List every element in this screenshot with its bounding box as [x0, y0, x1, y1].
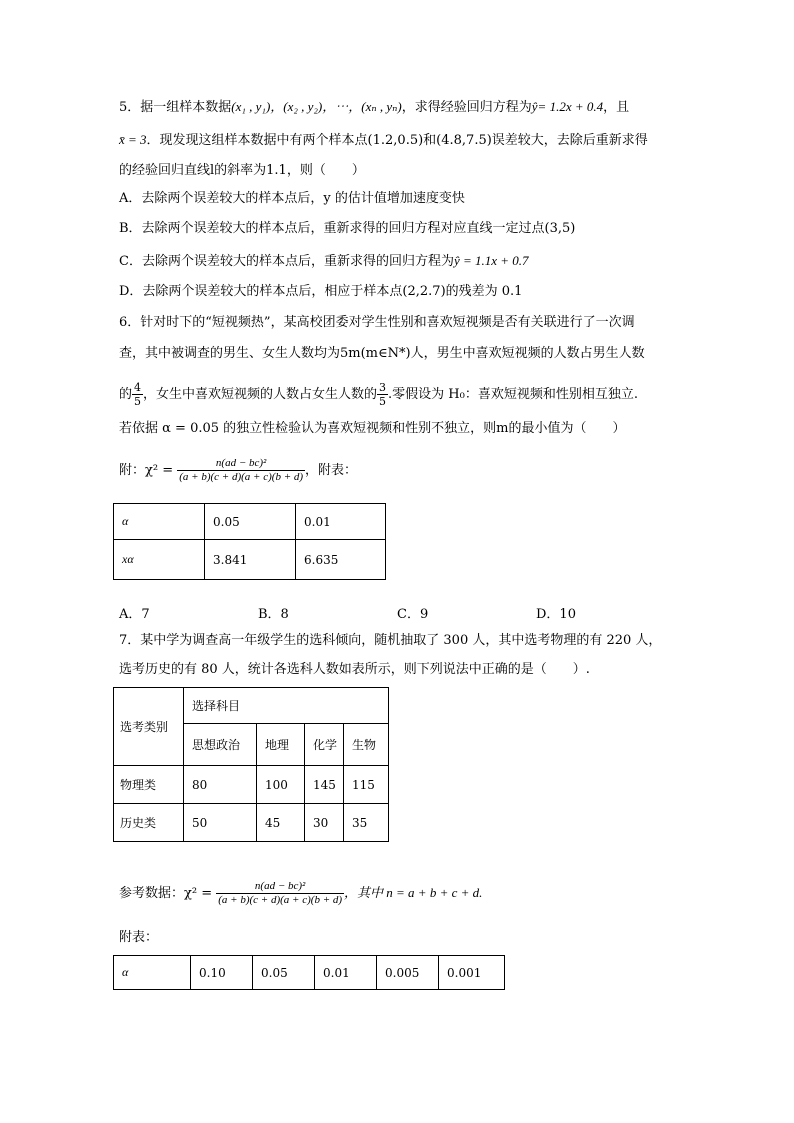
- q7-alpha-cell: 0.001: [439, 956, 505, 990]
- q6-table-cell: 0.01: [296, 504, 386, 540]
- q6-frac1-den: 5: [134, 395, 142, 408]
- q6-formula: [119, 453, 357, 489]
- q7-alpha-table: [113, 955, 505, 990]
- q7-table-group-header: 选择科目: [184, 688, 389, 724]
- q6-frac2-num: 3: [379, 381, 387, 394]
- q6-table-cell: xα: [114, 540, 205, 580]
- q6-line4: 若依据 α = 0.05 的独立性检验认为喜欢短视频和性别不独立，则m的最小值为（ ）: [119, 421, 626, 436]
- q7-table-cell: 145: [305, 766, 344, 804]
- q7-line2: 选考历史的有 80 人，统计各选科人数如表所示，则下列说法中正确的是（ ）.: [119, 662, 590, 677]
- q5-regression-eq: = 1.2x + 0.4: [537, 99, 604, 114]
- q6-table-cell: α: [114, 504, 205, 540]
- q7-reference: [119, 875, 482, 912]
- q6-frac1-num: 4: [134, 381, 142, 394]
- q6-critical-table: [113, 503, 386, 580]
- q6-line3-start: 的: [119, 387, 133, 402]
- q6-table-cell: 0.05: [205, 504, 296, 540]
- q5-option-c: [119, 252, 529, 271]
- q7-subject-header: 地理: [257, 724, 305, 766]
- q6-line3-mid: ，女生中喜欢短视频的人数占女生人数的: [143, 387, 378, 402]
- q7-subject-table: [113, 687, 389, 842]
- q5-option-d: D．去除两个误差较大的样本点后，相应于样本点(2,2.7)的残差为 0.1: [119, 284, 523, 299]
- q6-option-c: C．9: [397, 607, 429, 622]
- q7-table-corner: 选考类别: [114, 688, 184, 766]
- q7-ref-fraction: [216, 880, 344, 907]
- q5-line1: [119, 98, 629, 117]
- q5-line3: 的经验回归直线l的斜率为1.1，则（ ）: [119, 163, 365, 178]
- q5-stem-mid: ，求得经验回归方程为: [401, 100, 532, 115]
- q7-subject-header: 思想政治: [184, 724, 257, 766]
- q7-table-cell: 100: [257, 766, 305, 804]
- q5-line2: [119, 131, 648, 150]
- q7-table-cell: 115: [344, 766, 389, 804]
- q7-row-label: 物理类: [114, 766, 184, 804]
- q6-line3-end: .零假设为 H₀：喜欢短视频和性别相互独立.: [388, 387, 638, 402]
- q6-option-b: B．8: [258, 607, 289, 622]
- q7-alpha-cell: 0.10: [191, 956, 253, 990]
- q7-table-cell: 80: [184, 766, 257, 804]
- q5-option-c-text: C．去除两个误差较大的样本点后，重新求得的回归方程为: [119, 254, 454, 269]
- q5-option-c-eq: ŷ = 1.1x + 0.7: [453, 253, 529, 268]
- q5-xbar: x̄ = 3: [119, 132, 147, 147]
- q7-table-cell: 45: [257, 804, 305, 842]
- q7-table-cell: 30: [305, 804, 344, 842]
- q5-stem-end: ，且: [603, 100, 630, 115]
- q7-table-cell: 50: [184, 804, 257, 842]
- q5-line2-text: ．现发现这组样本数据中有两个样本点(1.2,0.5)和(4.8,7.5)误差较大，去除后重新求得: [146, 133, 648, 148]
- q6-formula-den: (a + b)(c + d)(a + c)(b + d): [179, 471, 304, 483]
- q7-ref-prefix: 参考数据：χ² =: [119, 886, 213, 901]
- q6-formula-prefix: 附：χ² =: [119, 463, 174, 478]
- q6-option-d: D．10: [536, 607, 576, 622]
- q7-row-label: 历史类: [114, 804, 184, 842]
- q6-line3: [119, 380, 638, 410]
- q6-frac2-den: 5: [379, 395, 387, 408]
- q7-subject-header: 化学: [305, 724, 344, 766]
- q7-appendix-label: 附表：: [119, 930, 159, 945]
- q6-fraction-female: [377, 381, 388, 408]
- q7-ref-den: (a + b)(c + d)(a + c)(b + d): [218, 894, 343, 906]
- q6-option-a: A．7: [119, 607, 150, 622]
- q6-formula-num: n(ad − bc)²: [177, 457, 305, 471]
- q5-yhat: ŷ: [531, 99, 538, 114]
- q7-subject-header: 生物: [344, 724, 389, 766]
- q7-alpha-cell: 0.05: [253, 956, 315, 990]
- q5-sample-data: (x₁ , y₁)，(x₂ , y₂)，⋯，(xₙ , yₙ): [231, 99, 402, 114]
- q7-line1: 7．某中学为调查高一年级学生的选科倾向，随机抽取了 300 人，其中选考物理的有 220 人，: [119, 633, 662, 648]
- q7-table-cell: 35: [344, 804, 389, 842]
- q7-alpha-cell: α: [114, 956, 191, 990]
- q6-formula-suffix: ，附表：: [305, 463, 358, 478]
- q6-fraction-male: [132, 381, 143, 408]
- q5-option-b: B．去除两个误差较大的样本点后，重新求得的回归方程对应直线一定过点(3,5): [119, 221, 576, 236]
- q6-formula-fraction: [177, 457, 305, 484]
- q6-line2: 查，其中被调查的男生、女生人数均为5m(m∈N*)人，男生中喜欢短视频的人数占男生人数: [119, 346, 645, 361]
- q7-ref-num: n(ad − bc)²: [216, 880, 344, 894]
- q7-ref-suffix: ，其中 n = a + b + c + d.: [344, 885, 483, 900]
- q6-line1: 6．针对时下的“短视频热”，某高校团委对学生性别和喜欢短视频是否有关联进行了一次调: [119, 315, 635, 330]
- q7-alpha-cell: 0.005: [377, 956, 439, 990]
- q7-alpha-cell: 0.01: [315, 956, 377, 990]
- q6-table-cell: 6.635: [296, 540, 386, 580]
- q5-option-a: A．去除两个误差较大的样本点后，y 的估计值增加速度变快: [119, 191, 465, 206]
- q5-stem-start: 5．据一组样本数据: [119, 100, 232, 115]
- q6-table-cell: 3.841: [205, 540, 296, 580]
